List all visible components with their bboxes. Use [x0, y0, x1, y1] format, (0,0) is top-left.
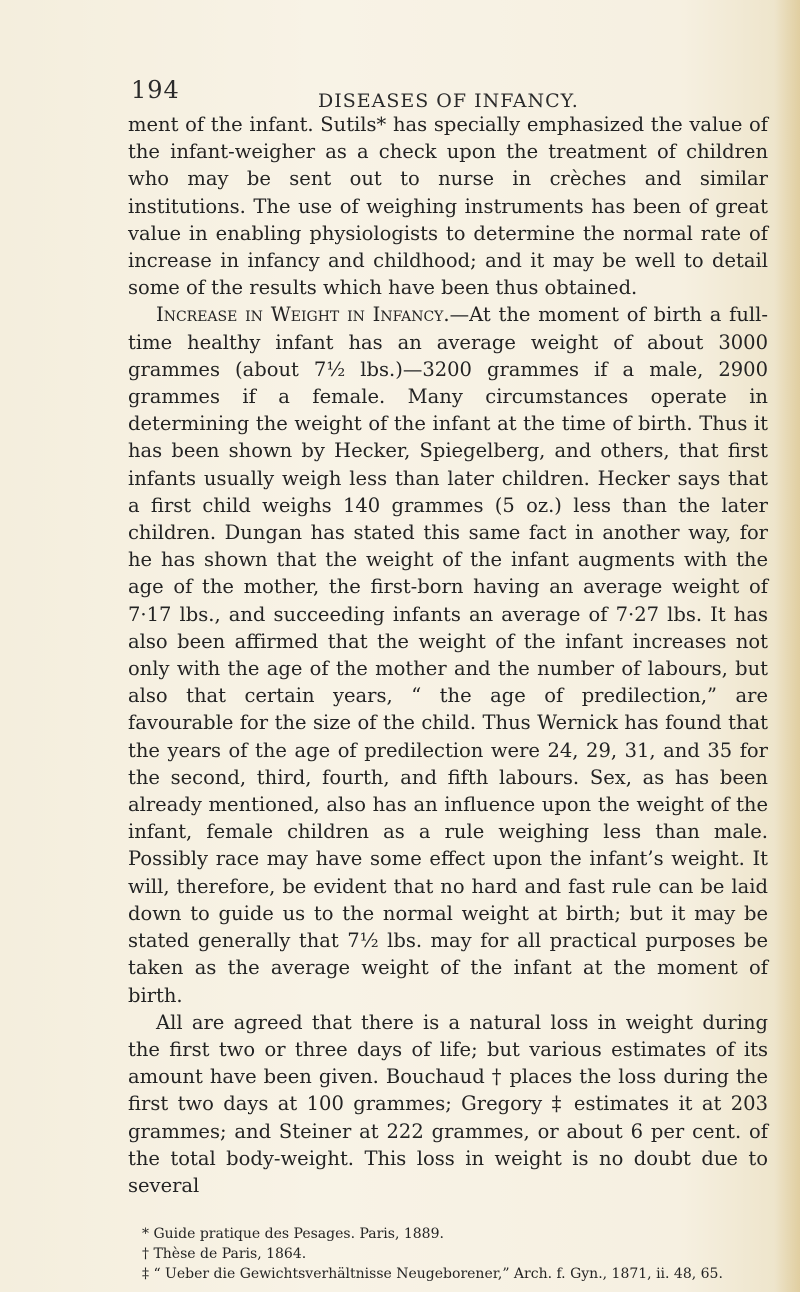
page-number: 194 [131, 76, 180, 104]
paragraph-continuation: ment of the infant. Sutils* has specially emphasized the value of the infant-weigher as a check upon the treatment of children who may be sent out to nurse in crèches and similar institutions. The use of weighing instruments has been of great value in enabling physiologists to determine the normal rate of increase in infancy and childhood; and it may be well to detail some of the results which have been thus obtained. [128, 113, 768, 300]
body-text [128, 111, 768, 1199]
footnote: ‡ “ Ueber die Gewichtsverhältnisse Neugeborener,” Arch. f. Gyn., 1871, ii. 48, 65. [142, 1266, 723, 1282]
section-heading: Increase in Weight in Infancy. [156, 303, 450, 327]
paragraph-weight-loss: All are agreed that there is a natural loss in weight during the first two or three days of life; but various estimates of its amount have been given. Bouchaud † places the loss during the first two days at 100 grammes; Gregory ‡ estimates it at 203 grammes; and Steiner at 222 grammes, or about 6 per cent. of the total body-weight. This loss in weight is no doubt due to several [128, 1010, 768, 1197]
paragraph-text: —At the moment of birth a full-time healthy infant has an average weight of about 3000 grammes (about 7½ lbs.)—3200 grammes if a male, 2900 grammes if a female. Many circumstances operate in determining the weight of the infant at the time of birth. Thus it has been shown by Hecker, Spiegelberg, and others, that first infants usually weigh less than later children. Hecker says that a first child weighs 140 grammes (5 oz.) less than the later children. Dungan has stated this same fact in another way, for he has shown that the weight of the infant augments with the age of the mother, the first-born having an average weight of 7·17 lbs., and succeeding infants an average of 7·27 lbs. It has also been affirmed that the weight of the infant increases not only with the age of the mother and the number of labours, but also that certain years, “ the age of predilection,” are favourable for the size of the child. Thus Wernick has found that the years of the age of predilection were 24, 29, 31, and 35 for the second, third, fourth, and fifth labours. Sex, as has been already mentioned, also has an influence upon the weight of the infant, female children as a rule weighing less than male. Possibly race may have some effect upon the infant’s weight. It will, therefore, be evident that no hard and fast rule can be laid down to guide us to the normal weight at birth; but it may be stated generally that 7½ lbs. may for all practical purposes be taken as the average weight of the infant at the moment of birth. [128, 303, 768, 1007]
footnote: * Guide pratique des Pesages. Paris, 1889. [142, 1226, 444, 1242]
paragraph-weight-increase [128, 301, 768, 1008]
running-head: DISEASES OF INFANCY. [318, 90, 579, 112]
page-edge-stain [774, 0, 800, 1292]
footnote: † Thèse de Paris, 1864. [142, 1246, 307, 1262]
footnotes [128, 1224, 768, 1284]
